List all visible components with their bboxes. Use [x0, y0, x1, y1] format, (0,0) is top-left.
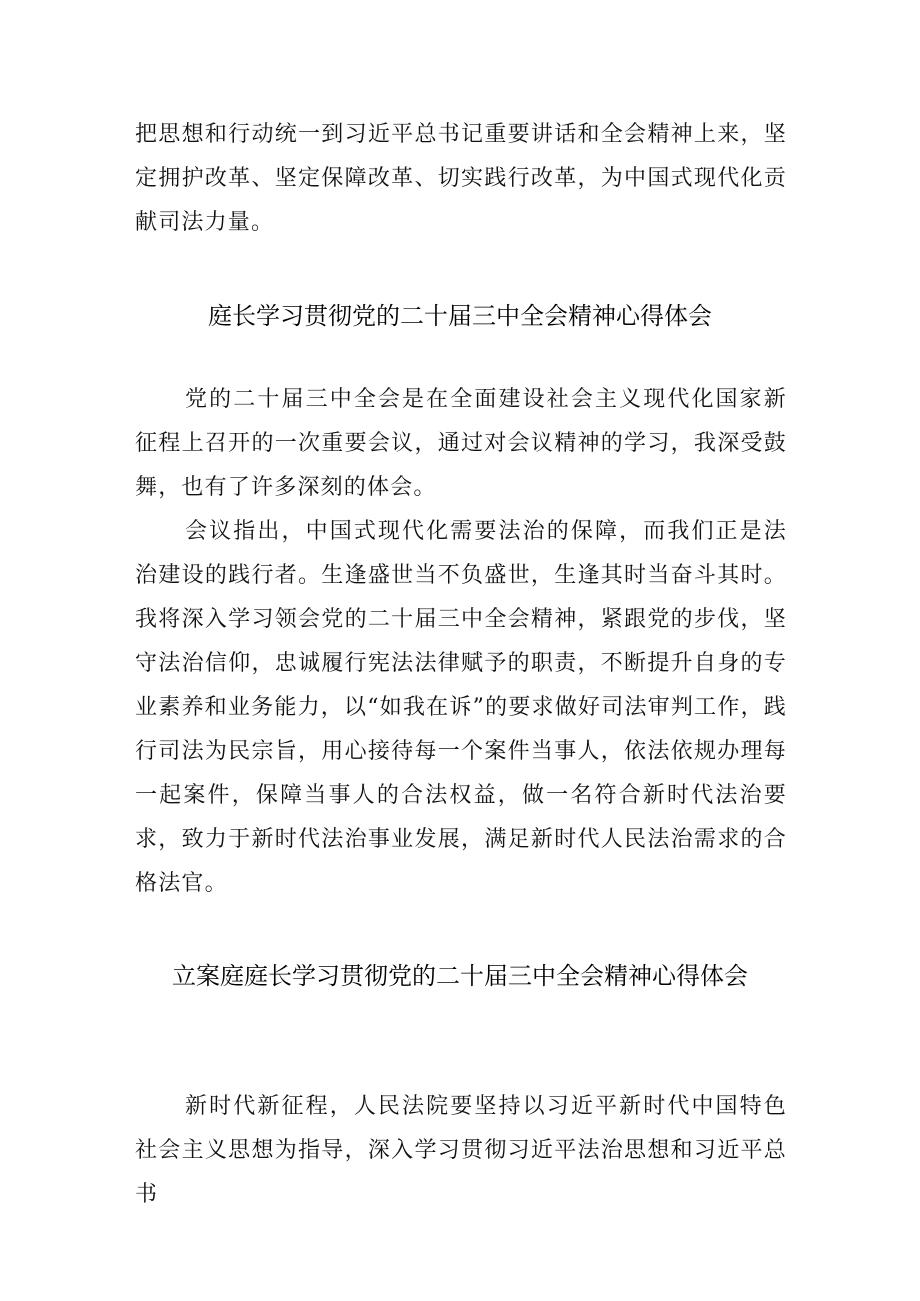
section2-paragraph-1: 新时代新征程，人民法院要坚持以习近平新时代中国特色社会主义思想为指导，深入学习贯彻习近平法治思想和习近平总书 [135, 1094, 787, 1207]
intro-paragraph: 把思想和行动统一到习近平总书记重要讲话和全会精神上来，坚定拥护改革、坚定保障改革、切实践行改革，为中国式现代化贡献司法力量。 [135, 122, 787, 235]
section2-title: 立案庭庭长学习贯彻党的二十届三中全会精神心得体会 [172, 962, 748, 990]
section1-title: 庭长学习贯彻党的二十届三中全会精神心得体会 [208, 302, 712, 330]
section1-paragraph-2: 会议指出，中国式现代化需要法治的保障，而我们正是法治建设的践行者。生逢盛世当不负盛世，生逢其时当奋斗其时。我将深入学习领会党的二十届三中全会精神，紧跟党的步伐，坚守法治信仰，忠诚履行宪法法律赋予的职责，不断提升自身的专业素养和业务能力，以“如我在诉”的要求做好司法审判工作，践行司法为民宗旨，用心接待每一个案件当事人，依法依规办理每一起案件，保障当事人的合法权益，做一名符合新时代法治要求，致力于新时代法治事业发展，满足新时代人民法治需求的合格法官。 [135, 519, 787, 896]
section1-paragraph-1: 党的二十届三中全会是在全面建设社会主义现代化国家新征程上召开的一次重要会议，通过对会议精神的学习，我深受鼓舞，也有了许多深刻的体会。 [135, 387, 787, 500]
